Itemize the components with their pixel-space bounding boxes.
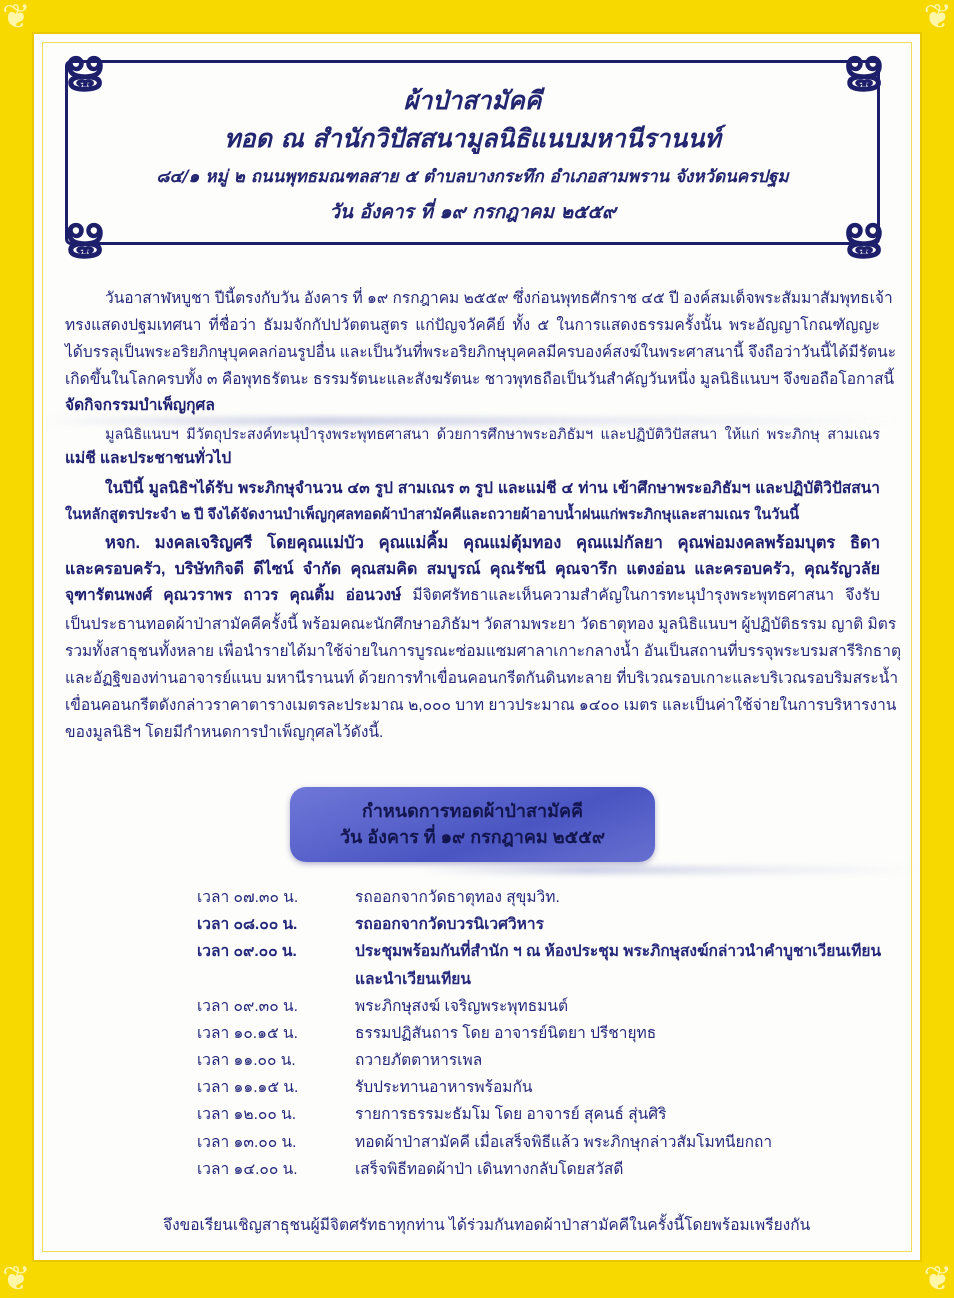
paragraph-line: ของมูลนิธิฯ โดยมีกำหนดการบำเพ็ญกุศลไว้ดังนี้. (65, 724, 384, 741)
corner-ornament-icon: ❦ (923, 0, 952, 36)
schedule-row (197, 1074, 532, 1099)
paragraph-line: ทรงแสดงปฐมเทศนา ที่ชื่อว่า ธัมมจักกัปปวัตตนสูตร แก่ปัญจวัคคีย์ ทั้ง ๕ ในการแสดงธรรมครั้งนั้น พระอัญญาโกณฑัญญะ (65, 317, 880, 334)
schedule-row (197, 993, 568, 1018)
schedule-desc: ประชุมพร้อมกันที่สำนัก ฯ ณ ห้องประชุม พระภิกษุสงฆ์กล่าวนำคำบูชาเวียนเทียน (355, 943, 882, 960)
header-date: วัน อังคาร ที่ ๑๙ กรกฎาคม ๒๕๕๙ (329, 201, 616, 223)
schedule-desc: ทอดผ้าป่าสามัคคี เมื่อเสร็จพิธีแล้ว พระภิกษุกล่าวสัมโมทนียกถา (355, 1134, 773, 1151)
scroll-ornament-icon: ൠ (64, 41, 103, 92)
paragraph-line: ในปีนี้ มูลนิธิฯได้รับ พระภิกษุจำนวน ๔๓ รูป สามเณร ๓ รูป และแม่ชี ๔ ท่าน เข้าศึกษาพระอภิธัมฯ และปฏิบัติวิปัสสนา (105, 480, 880, 497)
schedule-time: เวลา ๑๓.๐๐ น. (197, 1134, 297, 1151)
schedule-row (197, 938, 881, 963)
corner-ornament-icon: ❦ (923, 1260, 952, 1298)
schedule-desc: ธรรมปฏิสันถาร โดย อาจารย์นิตยา ปรีชายุทธ (355, 1025, 657, 1042)
schedule-time: เวลา ๐๘.๐๐ น. (197, 916, 298, 933)
header-address: ๘๔/๑ หมู่ ๒ ถนนพุทธมณฑลสาย ๕ ตำบลบางกระทึก อำเภอสามพราน จังหวัดนครปฐม (156, 167, 789, 187)
schedule-time: เวลา ๑๔.๐๐ น. (197, 1161, 298, 1178)
header-location: ทอด ณ สำนักวิปัสสนามูลนิธิแนบมหานีรานนท์ (224, 124, 721, 153)
schedule-date: วัน อังคาร ที่ ๑๙ กรกฎาคม ๒๕๕๙ (339, 827, 606, 847)
schedule-time: เวลา ๐๙.๓๐ น. (197, 998, 298, 1015)
paragraph-line: เป็นประธานทอดผ้าป่าสามัคคีครั้งนี้ พร้อมคณะนักศึกษาอภิธัมฯ วัดสามพระยา วัดธาตุทอง มูลนิธิแนบฯ ผู้ปฏิบัติธรรม ญาติ มิตร (65, 616, 897, 633)
schedule-row (197, 1101, 666, 1126)
header-box (64, 41, 881, 259)
corner-ornament-icon: ❦ (2, 1260, 31, 1298)
schedule-time: เวลา ๑๒.๐๐ น. (197, 1106, 297, 1123)
paragraph-text: มีจิตศรัทธาและเห็นความสำคัญในการทะนุบำรุงพระพุทธศาสนา จึงรับ (401, 587, 880, 604)
closing-invitation: จึงขอเรียนเชิญสาธุชนผู้มีจิตศรัทธาทุกท่าน ได้ร่วมกันทอดผ้าป่าสามัคคีในครั้งนี้โดยพร้อมเพรียงกัน (163, 1217, 811, 1234)
paragraph-line: รวมทั้งสาธุชนทั้งหลาย เพื่อนำรายได้มาใช้จ่ายในการบูรณะซ่อมแซมศาลาเกาะกลางน้ำ อันเป็นสถานที่บรรจุพระบรมสารีริกธาตุ (65, 643, 902, 660)
schedule-row (197, 1156, 623, 1181)
schedule-time: เวลา ๐๗.๓๐ น. (197, 889, 299, 906)
schedule-row (197, 1020, 656, 1045)
paragraph-line: จัดกิจกรรมบำเพ็ญกุศล (65, 397, 215, 414)
paragraph-line: มูลนิธิแนบฯ มีวัตถุประสงค์ทะนุบำรุงพระพุทธศาสนา ด้วยการศึกษาพระอภิธัมฯ และปฏิบัติวิปัสสนา ให้แก่ พระภิกษุ สามเณร (105, 427, 880, 443)
paragraph-line: วันอาสาฬหบูชา ปีนี้ตรงกับวัน อังคาร ที่ ๑๙ กรกฎาคม ๒๕๕๙ ซึ่งก่อนพุทธศักราช ๔๕ ปี องค์สมเด็จพระสัมมาสัมพุทธเจ้า (105, 290, 893, 307)
paragraph-line: เขื่อนคอนกรีตดังกล่าวราคาตารางเมตรละประมาณ ๒,๐๐๐ บาท ยาวประมาณ ๑๔๐๐ เมตร และเป็นค่าใช้จ่ายในการบริหารงาน (65, 697, 897, 714)
schedule-row (197, 911, 544, 936)
scroll-ornament-icon: ൠ (842, 41, 881, 92)
scan-smudge (420, 866, 920, 874)
schedule-row (197, 1047, 482, 1072)
schedule-desc: รถออกจากวัดธาตุทอง สุขุมวิท. (355, 889, 560, 906)
schedule-desc: ถวายภัตตาหารเพล (355, 1052, 483, 1069)
paragraph-line: หจก. มงคลเจริญศรี โดยคุณแม่บัว คุณแม่คิ้ม คุณแม่ตุ้มทอง คุณแม่กัลยา คุณพ่อมงคลพร้อมบุตร ธิดา (105, 534, 880, 552)
paragraph-line: แม่ชี และประชาชนทั่วไป (65, 450, 232, 467)
paragraph-line (65, 586, 880, 606)
scroll-ornament-icon: ൠ (842, 208, 881, 259)
schedule-time: เวลา ๑๑.๑๕ น. (197, 1079, 299, 1096)
paragraph-line: ได้บรรลุเป็นพระอริยภิกษุบุคคลก่อนรูปอื่น และเป็นวันที่พระอริยภิกษุบุคคลมีครบองค์สงฆ์ในพระศาสนานี้ จึงถือว่าวันนี้ได้มีรัตนะ (65, 344, 897, 361)
schedule-desc: รายการธรรมะธัมโม โดย อาจารย์ สุคนธ์ สุ่นศิริ (355, 1106, 667, 1123)
scroll-ornament-icon: ൠ (64, 208, 103, 259)
header-title: ผ้าป่าสามัคคี (403, 86, 542, 115)
schedule-desc: รับประทานอาหารพร้อมกัน (355, 1079, 533, 1096)
schedule-title: กำหนดการทอดผ้าป่าสามัคคี (361, 801, 584, 821)
donor-names: จุฑารัตนพงศ์ คุณวราพร ถาวร คุณติ้ม อ่อนวงษ์ (65, 587, 402, 604)
schedule-desc: รถออกจากวัดบวรนิเวศวิหาร (355, 916, 544, 933)
schedule-desc-continued: และนำเวียนเทียน (355, 971, 471, 988)
paragraph-line: เกิดขึ้นในโลกครบทั้ง ๓ คือพุทธรัตนะ ธรรมรัตนะและสังฆรัตนะ ชาวพุทธถือเป็นวันสำคัญวันหนึ่ง มูลนิธิแนบฯ จึงขอถือโอกาสนี้ (65, 371, 895, 388)
schedule-desc: เสร็จพิธีทอดผ้าป่า เดินทางกลับโดยสวัสดี (355, 1161, 624, 1178)
schedule-row (197, 884, 560, 909)
paragraph-line: และอัฏฐิของท่านอาจารย์แนบ มหานีรานนท์ ด้วยการทำเขื่อนคอนกรีตกันดินทะลาย ที่บริเวณรอบเกาะและบริเวณรอบริมสระน้ำ (65, 670, 899, 687)
schedule-time: เวลา ๑๐.๑๕ น. (197, 1025, 298, 1042)
schedule-desc: พระภิกษุสงฆ์ เจริญพระพุทธมนต์ (355, 998, 569, 1015)
schedule-time: เวลา ๐๙.๐๐ น. (197, 943, 297, 960)
paragraph-line: และครอบครัว, บริษัทกิจดี ดีไซน์ จำกัด คุณสมคิด สมบูรณ์ คุณรัชนี คุณจารึก แตงอ่อน และครอบครัว, คุณรัญวลัย (65, 561, 880, 578)
corner-ornament-icon: ❦ (2, 0, 31, 36)
schedule-time: เวลา ๑๑.๐๐ น. (197, 1052, 296, 1069)
scan-smudge (40, 417, 900, 425)
schedule-row (197, 1129, 772, 1154)
paragraph-line: ในหลักสูตรประจำ ๒ ปี จึงได้จัดงานบำเพ็ญกุศลทอดผ้าป่าสามัคคีและถวายผ้าอาบน้ำฝนแก่พระภิกษุและสามเณร ในวันนี้ (65, 507, 800, 523)
schedule-heading-box (290, 787, 655, 862)
